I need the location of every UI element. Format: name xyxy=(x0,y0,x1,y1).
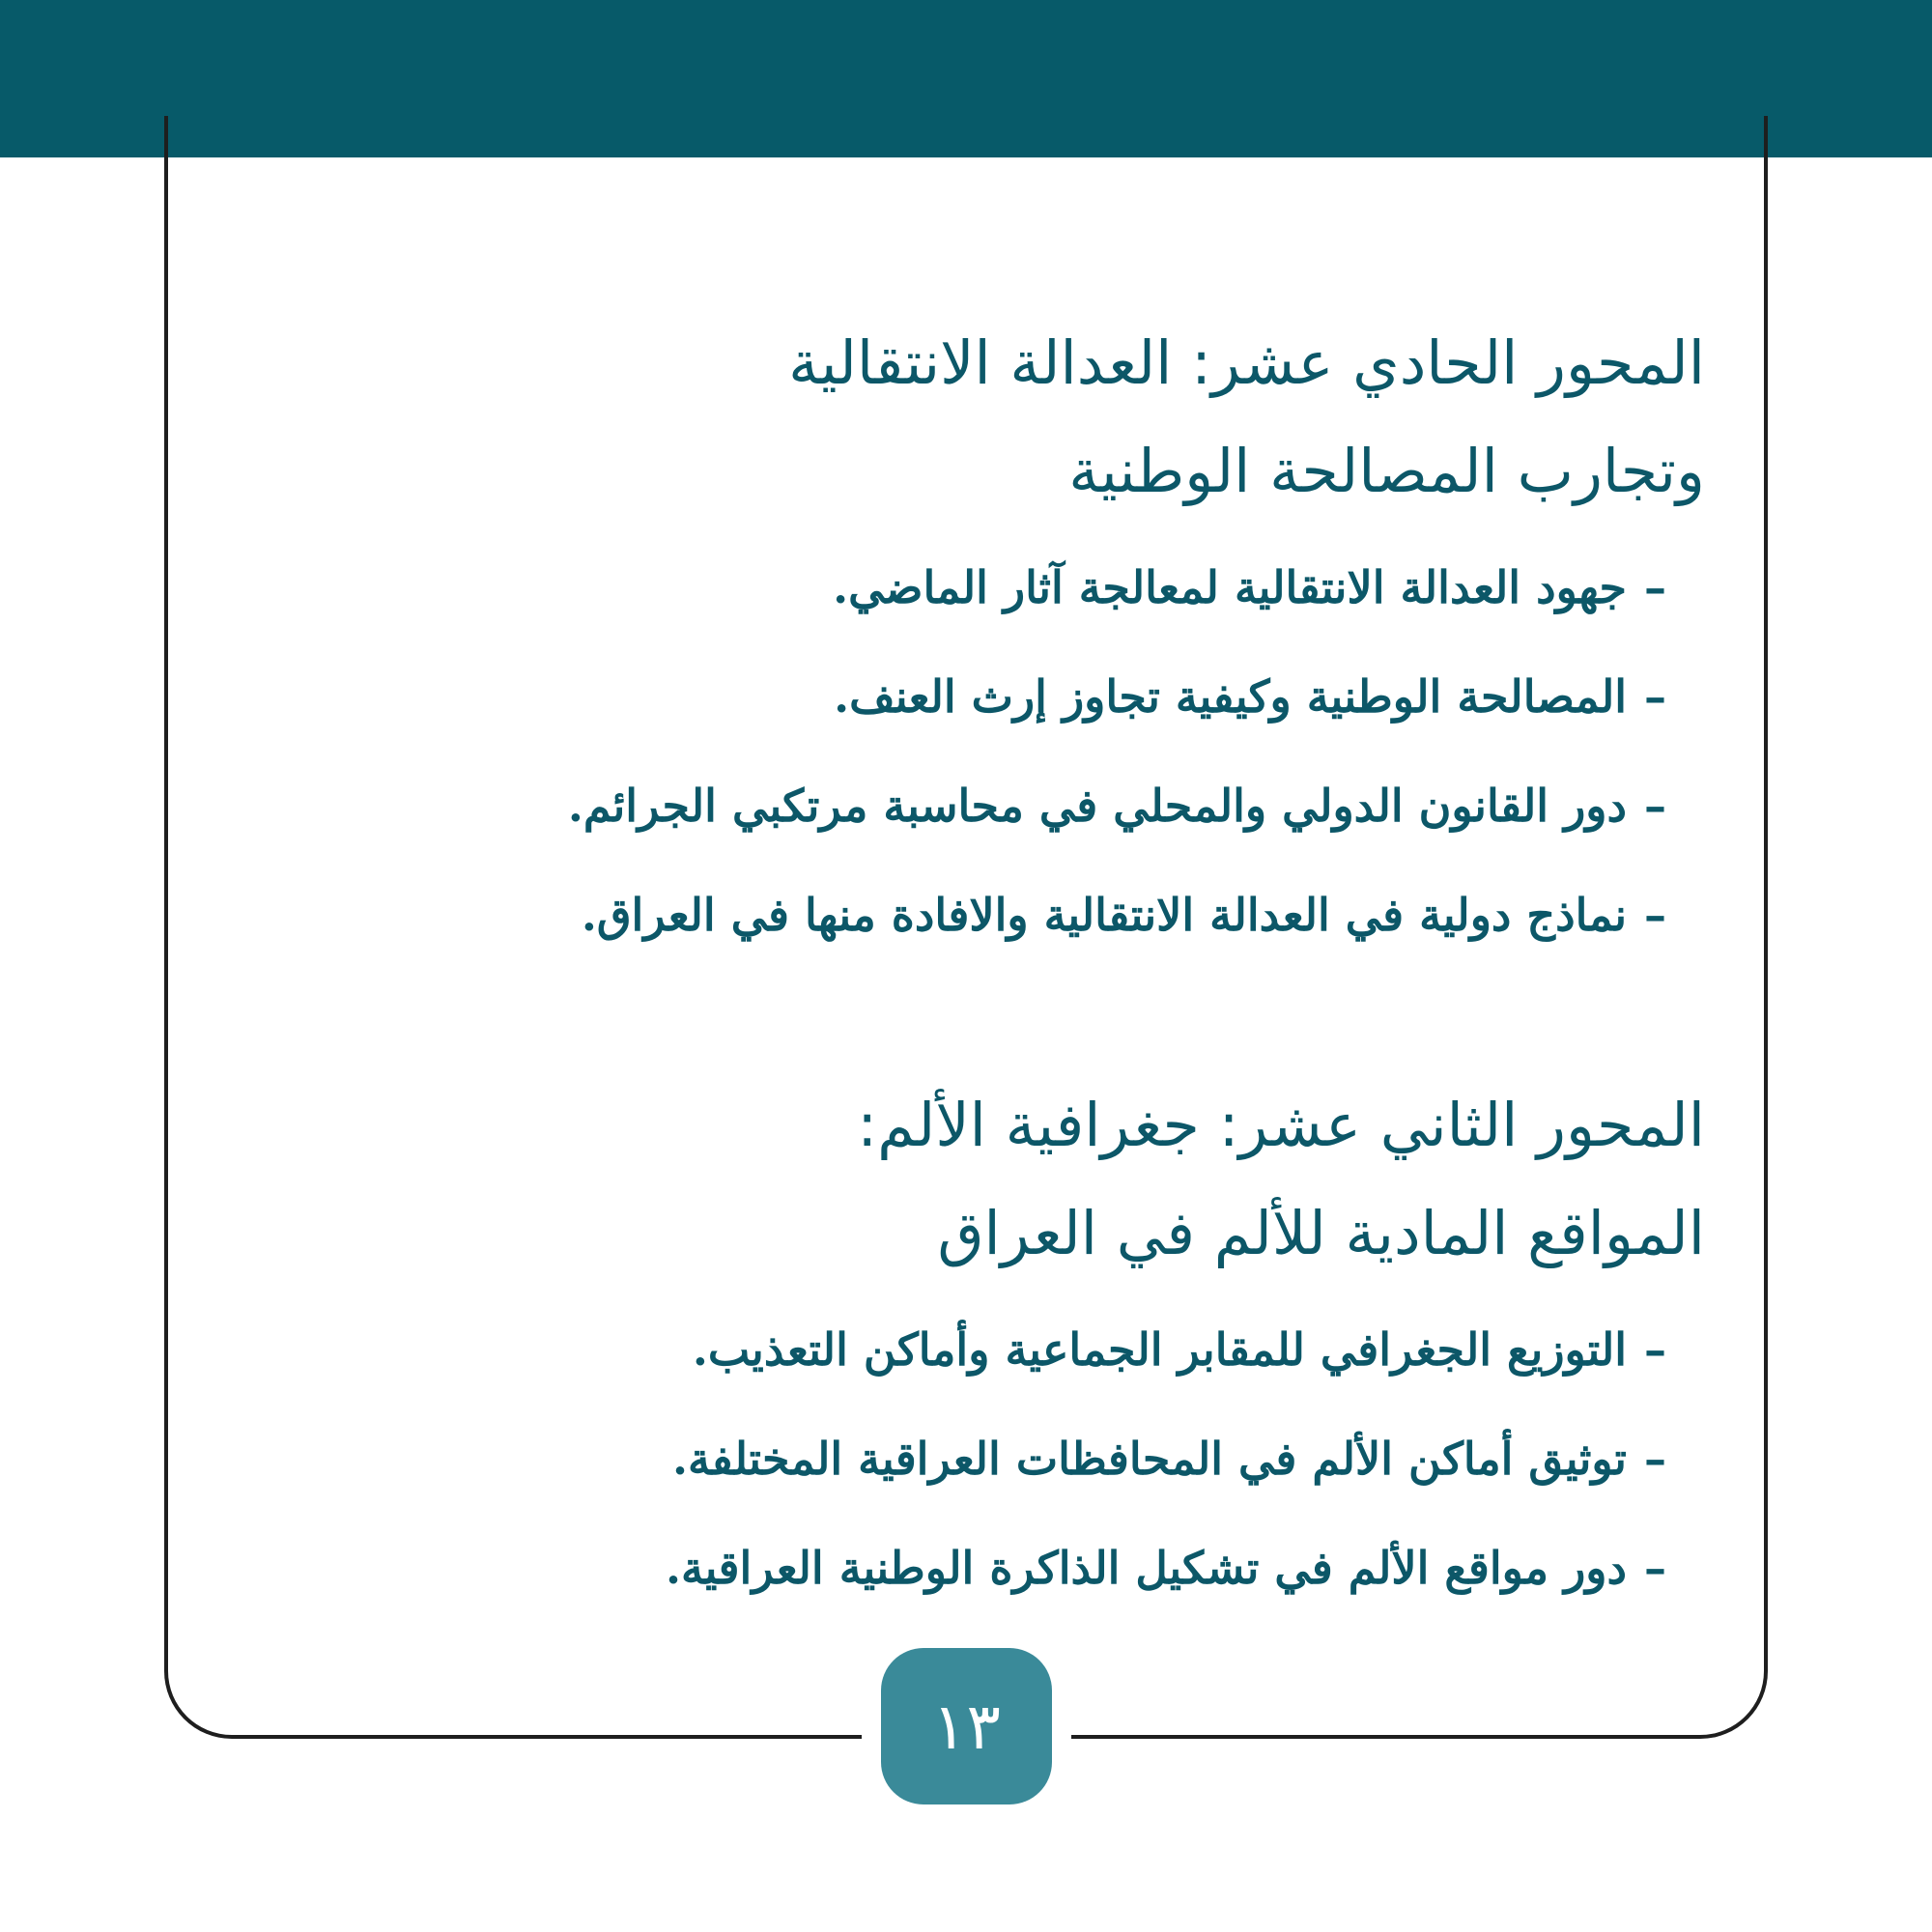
list-item xyxy=(541,1405,1666,1514)
list-item-text: جهود العدالة الانتقالية لمعالجة آثار الماضي. xyxy=(833,561,1627,613)
heading-line: المحور الثاني عشر: جغرافية الألم: xyxy=(857,1090,1705,1160)
list-item-text: المصالحة الوطنية وكيفية تجاوز إرث العنف. xyxy=(834,670,1627,723)
list-item xyxy=(541,861,1666,970)
section-heading xyxy=(541,1071,1705,1288)
list-item-text: نماذج دولية في العدالة الانتقالية والافادة منها في العراق. xyxy=(581,889,1627,941)
bullet-dash: – xyxy=(1644,561,1666,613)
section-axis-twelve xyxy=(541,1071,1705,1623)
section-heading xyxy=(541,309,1705,526)
list-item xyxy=(541,1295,1666,1405)
list-item xyxy=(541,533,1666,642)
list-item xyxy=(541,752,1666,861)
heading-line: وتجارب المصالحة الوطنية xyxy=(1068,436,1705,506)
section-axis-eleven xyxy=(541,309,1705,970)
page-content xyxy=(541,309,1705,1623)
page-number-badge xyxy=(881,1648,1052,1804)
bullet-dash: – xyxy=(1644,1323,1666,1376)
list-item-text: دور مواقع الألم في تشكيل الذاكرة الوطنية العراقية. xyxy=(666,1542,1627,1594)
page-number: ١٣ xyxy=(932,1689,1001,1764)
list-item-text: توثيق أماكن الألم في المحافظات العراقية المختلفة. xyxy=(672,1433,1627,1485)
list-item xyxy=(541,642,1666,752)
bullet-dash: – xyxy=(1644,1433,1666,1485)
bullet-dash: – xyxy=(1644,780,1666,832)
heading-line: المواقع المادية للألم في العراق xyxy=(937,1198,1705,1268)
bullet-dash: – xyxy=(1644,1542,1666,1594)
list-item-text: دور القانون الدولي والمحلي في محاسبة مرتكبي الجرائم. xyxy=(567,780,1627,832)
bullet-list xyxy=(541,1295,1705,1623)
list-item xyxy=(541,1514,1666,1623)
list-item-text: التوزيع الجغرافي للمقابر الجماعية وأماكن التعذيب. xyxy=(692,1323,1627,1376)
bullet-dash: – xyxy=(1644,889,1666,941)
heading-line: المحور الحادي عشر: العدالة الانتقالية xyxy=(788,327,1705,398)
bullet-list xyxy=(541,533,1705,970)
bullet-dash: – xyxy=(1644,670,1666,723)
